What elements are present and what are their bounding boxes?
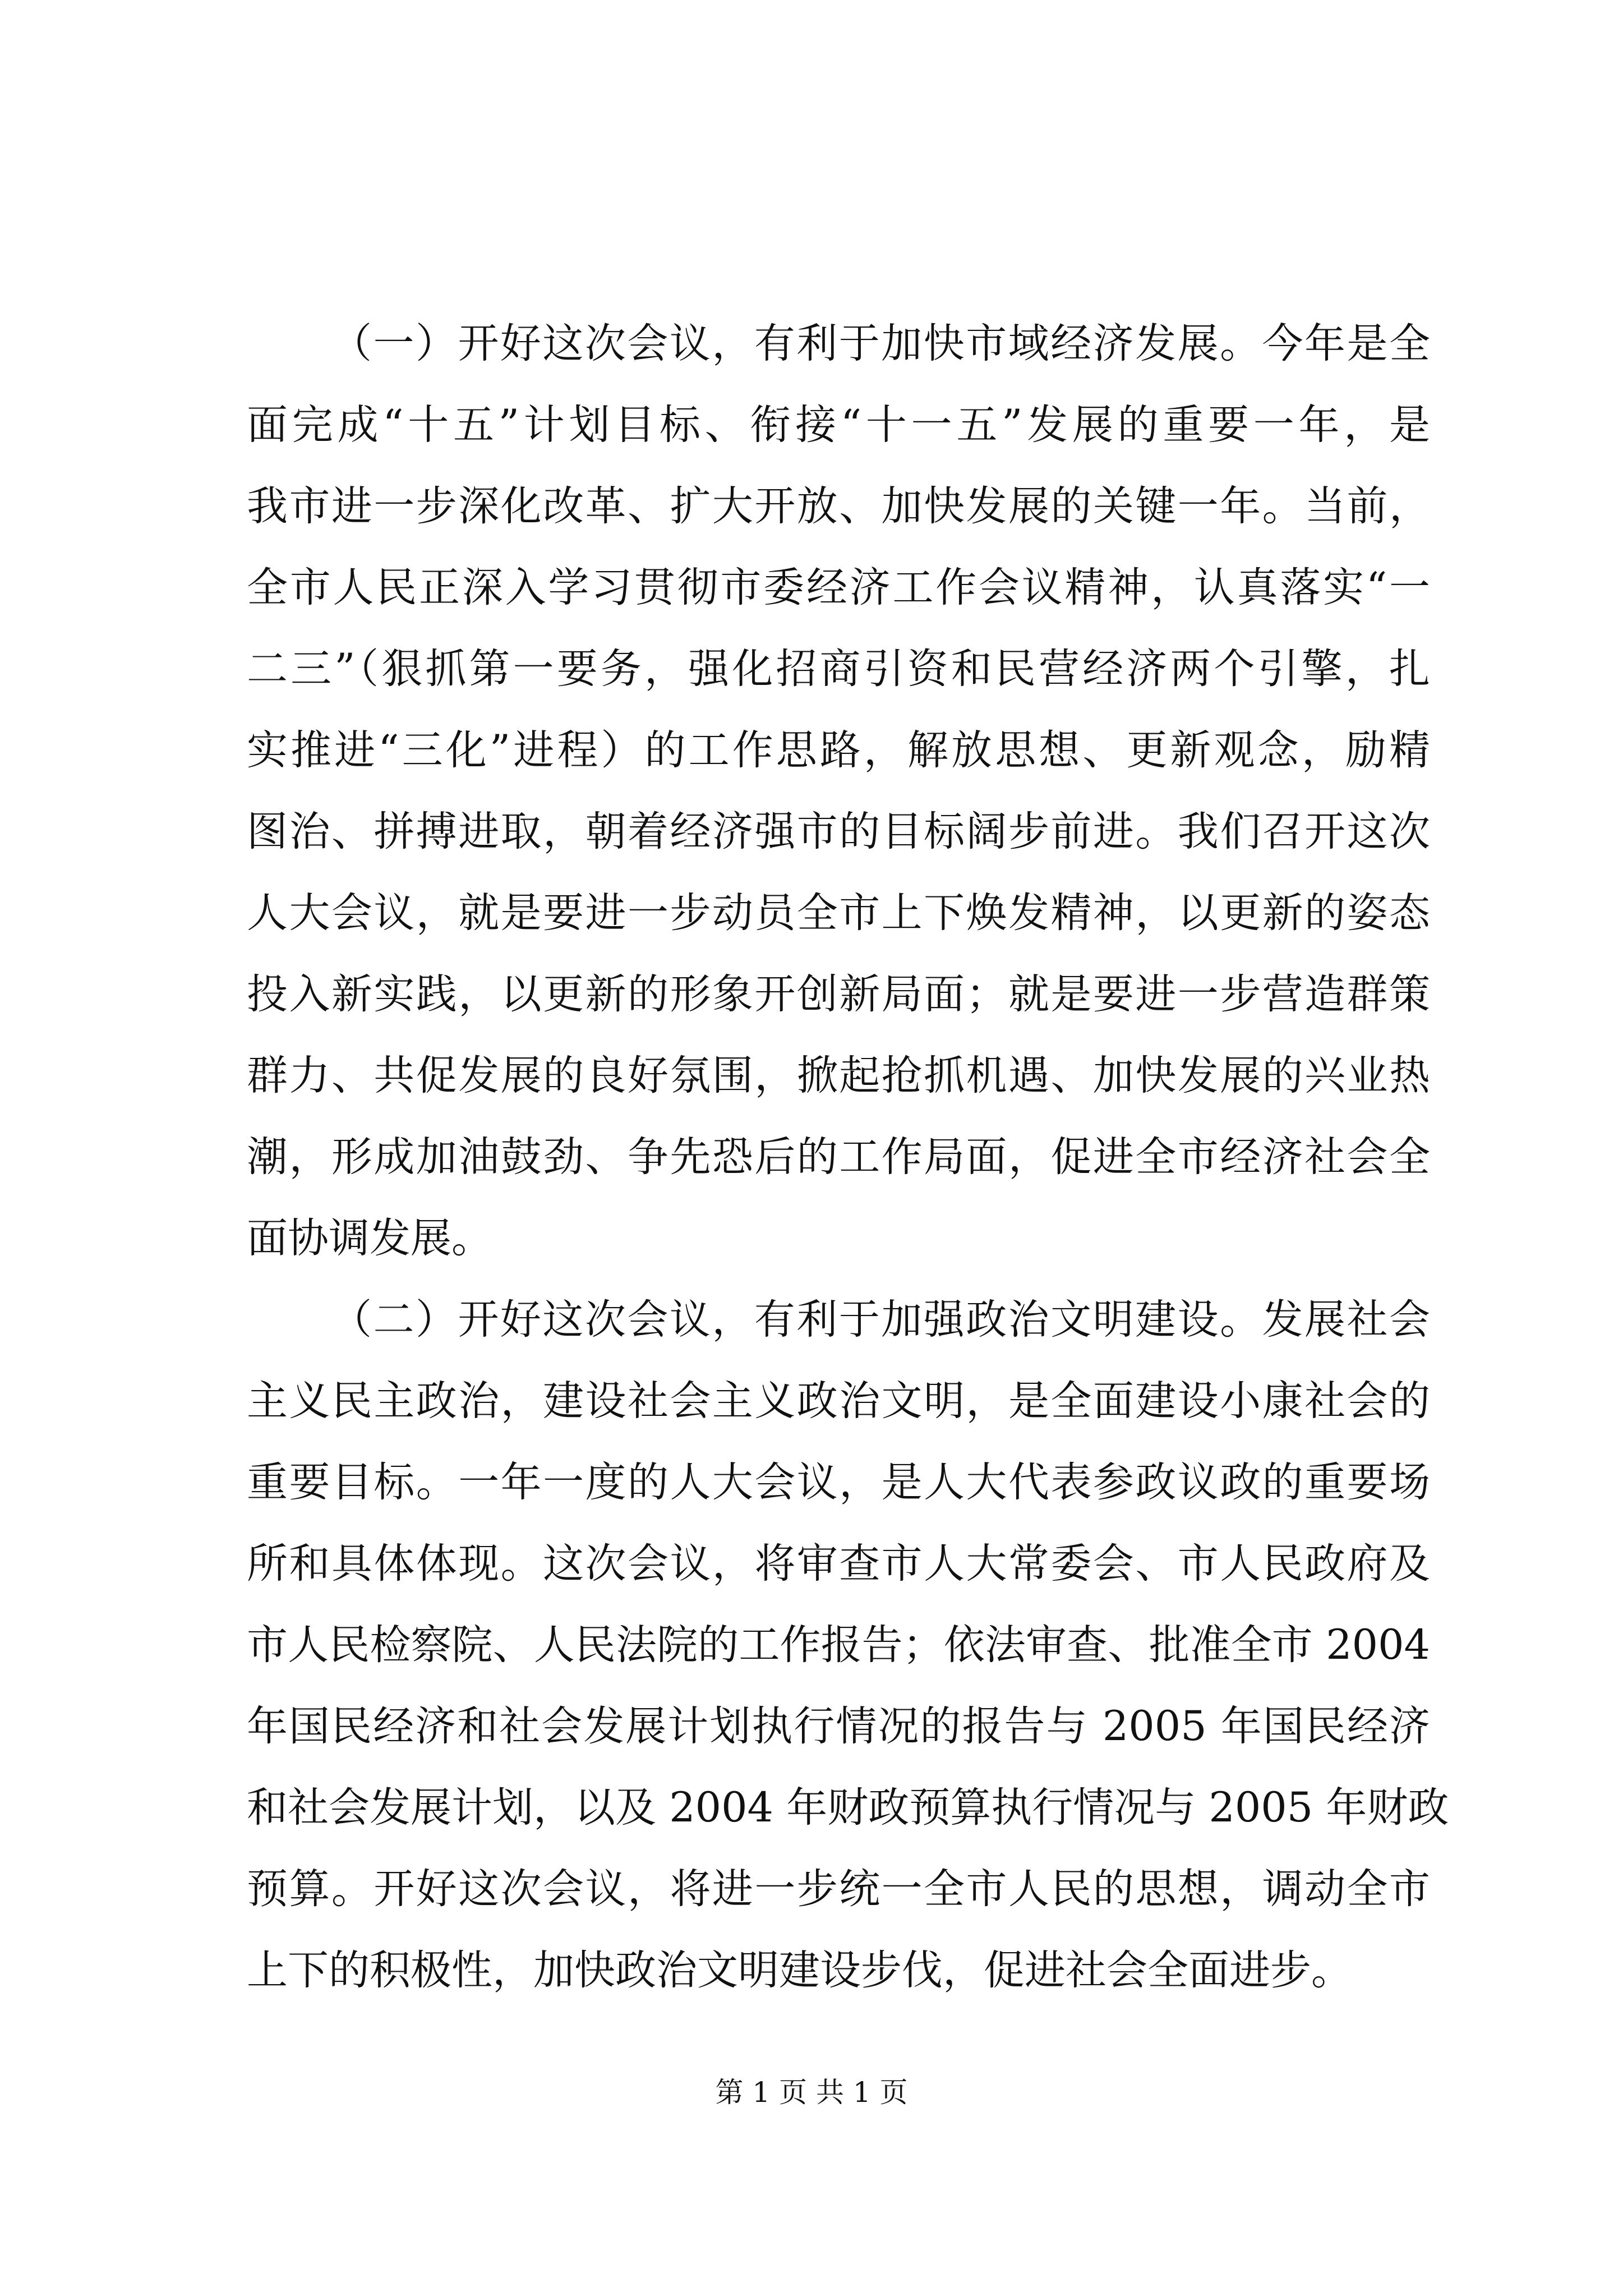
text-line: 我市进一步深化改革、扩大开放、加快发展的关键一年。当前， xyxy=(247,482,1430,530)
text-line: 和社会发展计划，以及 2004 年财政预算执行情况与 2005 年财政 xyxy=(247,1784,1449,1832)
text-line: 重要目标。一年一度的人大会议，是人大代表参政议政的重要场 xyxy=(247,1458,1430,1506)
text-line: 投入新实践，以更新的形象开创新局面；就是要进一步营造群策 xyxy=(247,970,1430,1018)
paragraph-2 xyxy=(247,1279,1449,2011)
text-line: 人大会议，就是要进一步动员全市上下焕发精神，以更新的姿态 xyxy=(247,889,1430,937)
text-line: 全市人民正深入学习贯彻市委经济工作会议精神，认真落实“一 xyxy=(247,564,1430,611)
text-line: 群力、共促发展的良好氛围，掀起抢抓机遇、加快发展的兴业热 xyxy=(247,1052,1430,1099)
text-line: 二三”（狠抓第一要务，强化招商引资和民营经济两个引擎，扎 xyxy=(247,645,1430,693)
paragraph-1 xyxy=(247,303,1430,1279)
document-body xyxy=(247,303,1449,2011)
text-line: 潮，形成加油鼓劲、争先恐后的工作局面，促进全市经济社会全 xyxy=(247,1133,1430,1181)
text-line: 上下的积极性，加快政治文明建设步伐，促进社会全面进步。 xyxy=(247,1947,1352,1994)
text-line: （二）开好这次会议，有利于加强政治文明建设。发展社会 xyxy=(331,1296,1430,1343)
text-line: 图治、拼搏进取，朝着经济强市的目标阔步前进。我们召开这次 xyxy=(247,808,1430,855)
text-line: 面协调发展。 xyxy=(247,1214,492,1262)
text-line: 主义民主政治，建设社会主义政治文明，是全面建设小康社会的 xyxy=(247,1377,1430,1425)
text-line: 实推进“三化”进程）的工作思路，解放思想、更新观念，励精 xyxy=(247,726,1430,774)
text-line: 面完成“十五”计划目标、衔接“十一五”发展的重要一年，是 xyxy=(247,401,1430,449)
text-line: 市人民检察院、人民法院的工作报告；依法审查、批准全市 2004 xyxy=(247,1621,1430,1669)
text-line: （一）开好这次会议，有利于加快市域经济发展。今年是全 xyxy=(331,320,1430,367)
text-line: 所和具体体现。这次会议，将审查市人大常委会、市人民政府及 xyxy=(247,1540,1430,1588)
text-line: 预算。开好这次会议，将进一步统一全市人民的思想，调动全市 xyxy=(247,1865,1430,1913)
text-line: 年国民经济和社会发展计划执行情况的报告与 2005 年国民经济 xyxy=(247,1703,1430,1750)
page-footer: 第 1 页 共 1 页 xyxy=(715,2076,908,2109)
